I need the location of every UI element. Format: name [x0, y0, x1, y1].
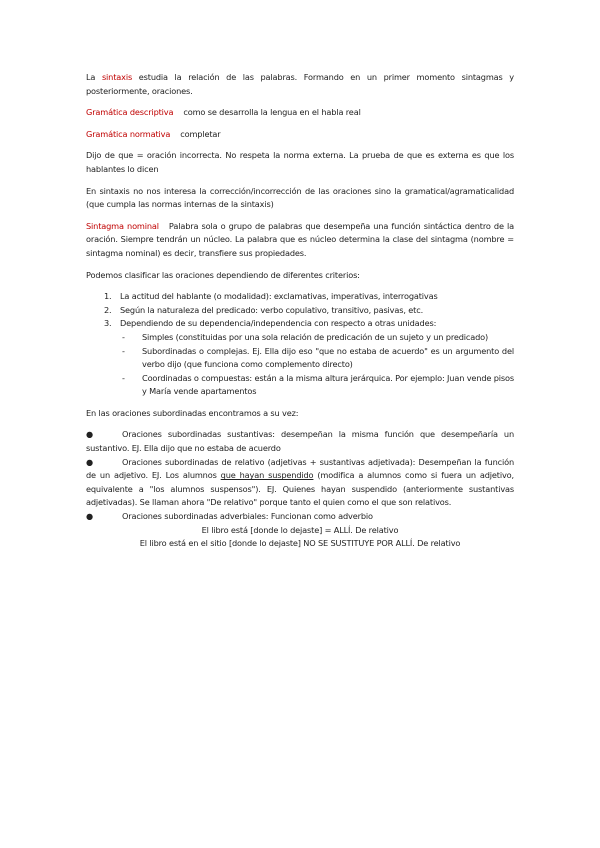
example-line-1: El libro está [donde lo dejaste] = ALLÍ. De relativo: [201, 524, 399, 535]
definition-text: completar: [180, 128, 221, 139]
dash-marker: -: [122, 345, 125, 356]
paragraph-gramatica-descriptiva: [86, 106, 514, 120]
bullet-text: Oraciones subordinadas de relativo (adjetivas + sustantivas adjetivada): Desempeñan la función de un adjetivo. EJ. Los alumnos: [86, 456, 514, 481]
document-page: [86, 71, 514, 551]
paragraph-subordinadas-intro: En las oraciones subordinadas encontramos a su vez:: [86, 407, 299, 418]
underlined-text: que hayan suspendido: [220, 470, 314, 481]
list-item-text: Subordinadas o complejas. Ej. Ella dijo eso "que no estaba de acuerdo" es un argumento del verbo dijo (que funciona como complemento directo): [142, 345, 514, 370]
bullet-adverbiales: [86, 510, 514, 524]
bullet-icon: ●: [86, 511, 93, 522]
list-item: [86, 331, 514, 345]
bullet-text: (modifica a alumnos como si fuera un adjetivo, equivalente a "los alumnos suspensos"). EJ. Quienes hayan suspendido (anteriormente sustantivas adjetivadas). Se llaman ahora "De relativo" porque tanto el quien como el que son relativos.: [86, 470, 514, 508]
paragraph-dijo-de-que: Dijo de que = oración incorrecta. No respeta la norma externa. La prueba de que es externa es que los hablantes lo dicen: [86, 150, 514, 174]
dash-marker: -: [122, 372, 125, 383]
dash-marker: -: [122, 331, 125, 342]
list-item: [86, 317, 514, 331]
example-line-2: El libro está en el sitio [donde lo dejaste] NO SE SUSTITUYE POR ALLÍ. De relativo: [139, 538, 461, 549]
list-number: 3.: [104, 318, 112, 329]
bullet-icon: ●: [86, 429, 93, 440]
subtypes-list: [86, 331, 514, 399]
bullet-relativo: [86, 456, 514, 510]
definition-text: Palabra sola o grupo de palabras que desempeña una función sintáctica dentro de la oración. Siempre tendrán un núcleo. La palabra que es núcleo determina la clase del sintagma (nombre = sintagma nominal) es decir, transfiere sus propiedades.: [86, 220, 514, 258]
bullet-icon: ●: [86, 456, 93, 467]
list-item: [86, 345, 514, 372]
paragraph-sintaxis: [86, 71, 514, 98]
term-gramatica-descriptiva: Gramática descriptiva: [86, 107, 174, 118]
paragraph-gramatica-normativa: [86, 128, 514, 142]
paragraph-gramaticalidad: En sintaxis no nos interesa la corrección/incorrección de las oraciones sino la gramatical/agramaticalidad (que cumpla las normas internas de la sintaxis): [86, 185, 514, 210]
list-item: [86, 290, 514, 304]
bullet-text: Oraciones subordinadas sustantivas: desempeñan la misma función que desempeñaría un sustantivo. EJ. Ella dijo que no estaba de acuerdo: [86, 429, 514, 454]
criteria-list: [86, 290, 514, 331]
text-run: La: [86, 72, 102, 82]
bullet-sustantivas: [86, 428, 514, 455]
term-sintagma-nominal: Sintagma nominal: [86, 220, 159, 231]
list-item-text: Coordinadas o compuestas: están a la misma altura jerárquica. Por ejemplo: Juan vende pisos y María vende apartamentos: [142, 372, 514, 397]
list-number: 2.: [104, 304, 112, 315]
list-item-text: Dependiendo de su dependencia/independencia con respecto a otras unidades:: [120, 318, 437, 329]
list-item: [86, 304, 514, 318]
list-item-text: Según la naturaleza del predicado: verbo copulativo, transitivo, pasivas, etc.: [120, 304, 424, 315]
paragraph-sintagma-nominal: [86, 220, 514, 261]
list-item-text: La actitud del hablante (o modalidad): exclamativas, imperativas, interrogativas: [120, 291, 438, 302]
bullet-text: Oraciones subordinadas adverbiales: Funcionan como adverbio: [122, 511, 373, 522]
list-item-text: Simples (constituidas por una sola relación de predicación de un sujeto y un predicado): [142, 331, 489, 342]
list-number: 1.: [104, 291, 112, 302]
definition-text: como se desarrolla la lengua en el habla real: [183, 107, 361, 118]
term-gramatica-normativa: Gramática normativa: [86, 128, 171, 139]
list-item: [86, 372, 514, 399]
text-run: estudia la relación de las palabras. Formando en un primer momento sintagmas y posteriormente, oraciones.: [86, 72, 514, 96]
term-sintaxis: sintaxis: [101, 72, 133, 82]
paragraph-clasificar: Podemos clasificar las oraciones dependiendo de diferentes criterios:: [86, 269, 360, 280]
